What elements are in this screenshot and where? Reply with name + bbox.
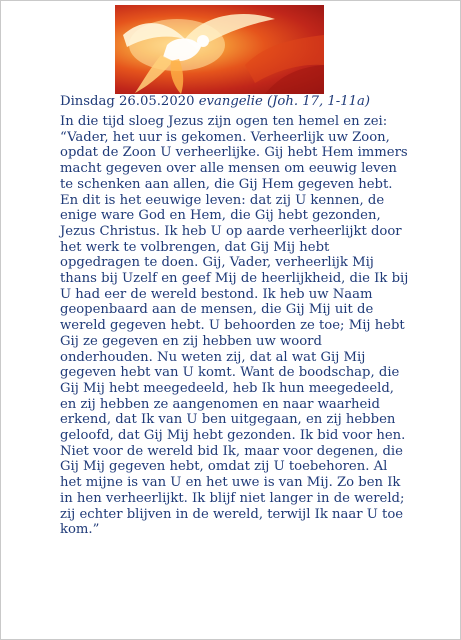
- gospel-line: macht gegeven over alle mensen om eeuwig leven: [60, 161, 397, 177]
- date-text: Dinsdag 26.05.2020: [60, 94, 195, 109]
- gospel-text: [60, 114, 440, 538]
- gospel-line: onderhouden. Nu weten zij, dat al wat Gij Mij: [60, 349, 366, 365]
- gospel-line: het mijne is van U en het uwe is van Mij. Zo ben Ik: [60, 475, 401, 491]
- gospel-line: U had eer de wereld bestond. Ik heb uw Naam: [60, 286, 373, 302]
- gospel-line: opgedragen te doen. Gij, Vader, verheerlijk Mij: [60, 255, 374, 271]
- gospel-line: geloofd, dat Gij Mij hebt gezonden. Ik bid voor hen.: [60, 428, 406, 444]
- gospel-line: En dit is het eeuwige leven: dat zij U kennen, de: [60, 192, 385, 208]
- gospel-line: “Vader, het uur is gekomen. Verheerlijk uw Zoon,: [60, 129, 390, 145]
- gospel-line: Gij ze gegeven en zij hebben uw woord: [60, 333, 322, 349]
- gospel-line: het werk te volbrengen, dat Gij Mij hebt: [60, 239, 330, 255]
- gospel-line: Gij Mij gegeven hebt, omdat zij U toebehoren. Al: [60, 459, 388, 475]
- dove-flame-icon: [115, 5, 324, 94]
- gospel-reference: evangelie (Joh. 17, 1-11a): [198, 94, 371, 109]
- gospel-line: Gij Mij hebt meegedeeld, heb Ik hun meegedeeld,: [60, 380, 394, 396]
- gospel-line: enige ware God en Hem, die Gij hebt gezonden,: [60, 208, 381, 224]
- gospel-line: Jezus Christus. Ik heb U op aarde verheerlijkt door: [60, 223, 402, 239]
- gospel-line: geopenbaard aan de mensen, die Gij Mij uit de: [60, 302, 374, 318]
- dove-flame-image: [115, 5, 324, 94]
- date-line: [60, 94, 370, 110]
- gospel-line: wereld gegeven hebt. U behoorden ze toe; Mij hebt: [60, 318, 405, 334]
- gospel-line: erkend, dat Ik van U ben uitgegaan, en zij hebben: [60, 412, 396, 428]
- gospel-line: Niet voor de wereld bid Ik, maar voor degenen, die: [60, 443, 403, 459]
- gospel-line: te schenken aan allen, die Gij Hem gegeven hebt.: [60, 176, 393, 192]
- gospel-line: In die tijd sloeg Jezus zijn ogen ten hemel en zei:: [60, 114, 388, 129]
- gospel-line: kom.”: [60, 522, 100, 538]
- gospel-line: in hen verheerlijkt. Ik blijf niet langer in de wereld;: [60, 490, 405, 506]
- gospel-line: thans bij Uzelf en geef Mij de heerlijkheid, die Ik bij: [60, 271, 409, 287]
- gospel-line: en zij hebben ze aangenomen en naar waarheid: [60, 396, 380, 412]
- gospel-line: opdat de Zoon U verheerlijke. Gij hebt Hem immers: [60, 145, 408, 161]
- gospel-line: gegeven hebt van U komt. Want de boodschap, die: [60, 365, 400, 381]
- gospel-line: zij echter blijven in de wereld, terwijl Ik naar U toe: [60, 506, 404, 522]
